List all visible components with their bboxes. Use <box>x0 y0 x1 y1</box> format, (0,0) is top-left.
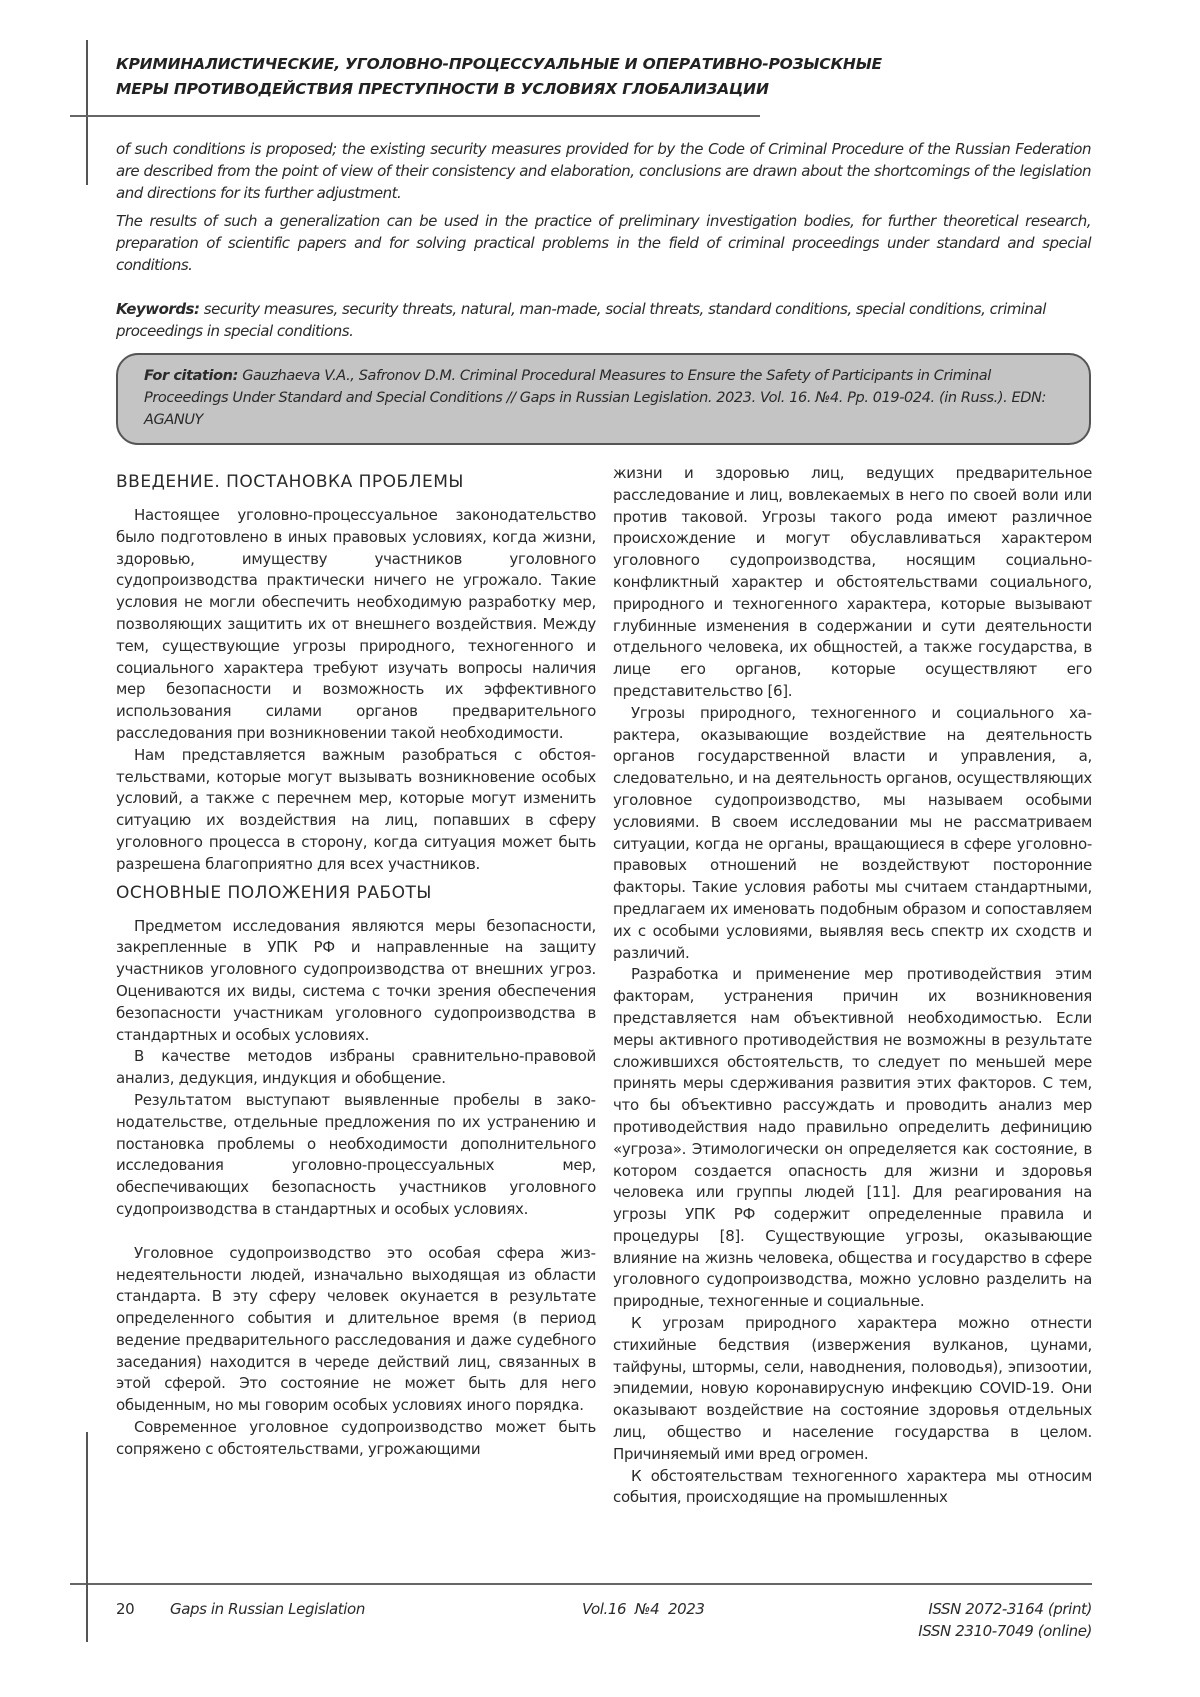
issn-print: ISSN 2072-3164 (print) <box>928 1600 1092 1618</box>
body-paragraph: Предметом исследования являются меры безопасности, закрепленные в УПК РФ и направленные на защиту участников уголовного судопроизводства от внешних угроз. Оцениваются их виды, система с точки зрения обеспечения безопасности участникам уголовного судопроизводства в стандартных и особых условиях. <box>116 916 596 1044</box>
citation-label: For citation: <box>144 368 239 384</box>
page-number: 20 <box>116 1600 135 1618</box>
header-rule <box>70 115 760 117</box>
keywords-label: Keywords: <box>116 300 200 318</box>
running-head-line-1: КРИМИНАЛИСТИЧЕСКИЕ, УГОЛОВНО-ПРОЦЕССУАЛЬНЫЕ И ОПЕРАТИВНО-РОЗЫСКНЫЕ <box>116 55 882 73</box>
abstract-paragraph: The results of such a generalization can be used in the practice of preliminary investigation bodies, for further theoretical research, preparation of scientific papers and for solving practical problems in the field of criminal proceedings under standard and special conditions. <box>116 212 1091 274</box>
footer-rule <box>70 1583 1092 1585</box>
citation-box <box>116 353 1091 445</box>
body-paragraph: Уголовное судопроизводство это особая сфера жизнедеятельности людей, изначально выходящая из области стандарта. В эту сферу человек окунается в результате определенного события и длительное время (в период ведение предварительного расследования и даже судебного заседания) находится в череде действий лиц, связанных в этой сферой. Это состояние не может быть для него обыденным, но мы говорим особых условиях иного порядка. <box>116 1243 596 1415</box>
left-column <box>116 465 596 1461</box>
keywords <box>116 298 1091 342</box>
body-paragraph: Современное уголовное судопроизводство может быть сопряжено с обстоятельствами, угрожающими <box>116 1418 596 1458</box>
abstract <box>116 138 1091 282</box>
running-head-line-2: МЕРЫ ПРОТИВОДЕЙСТВИЯ ПРЕСТУПНОСТИ В УСЛОВИЯХ ГЛОБАЛИЗАЦИИ <box>116 80 769 98</box>
paragraph-gap <box>116 1221 596 1243</box>
keywords-text: security measures, security threats, natural, man-made, social threats, standard conditions, special conditions, criminal proceedings in special conditions. <box>116 300 1046 340</box>
citation-text: Gauzhaeva V.A., Safronov D.M. Criminal Procedural Measures to Ensure the Safety of Participants in Criminal Proceedings Under Standard and Special Conditions // Gaps in Russian Legislation. 2023. Vol. 16. №4. Pp. 019-024. (in Russ.). EDN: AGANUY <box>144 368 1046 428</box>
body-paragraph: Угрозы природного, техногенного и социального характера, оказывающие воздействие на деятельность органов государственной власти и управления, а, следовательно, и на деятельность органов, осуществляющих уголовное судопроизводство, мы называем особыми условиями. В своем исследовании мы не рассматриваем ситуации, когда не органы, вращающиеся в сфере уголовно-правовых отношений не воздействуют посторонние факторы. Такие условия работы мы считаем стандартными, предлагаем их именовать подобным образом и сопоставляем их с особыми условиями, выявляя весь спектр их сходств и различий. <box>613 703 1092 962</box>
issn-block <box>918 1598 1092 1642</box>
body-paragraph: В качестве методов избраны сравнительно-правовой анализ, дедукция, индукция и обобщение. <box>116 1047 596 1088</box>
running-head <box>116 52 1016 102</box>
section-heading-main-provisions: ОСНОВНЫЕ ПОЛОЖЕНИЯ РАБОТЫ <box>116 882 432 903</box>
body-paragraph: Разработка и применение мер противодействия этим факторам, устранения причин их возникновения представляется нам объективной необходимостью. Если меры активного противодействия не возможны в результате сложившихся обстоятельств, то следует по меньшей мере принять меры сдерживания развития этих факторов. С тем, что бы объективно рассуждать и проводить анализ мер противодействия надо правильно определить дефиницию «угроза». Этимологически он определяется как состояние, в котором создается опасность для жизни и здоровья человека или группы людей [11]. Для реагирования на угрозы УПК РФ содержит определенные правила и процедуры [8]. Существующие угрозы, оказывающие влияние на жизнь человека, общества и государство в сфере уголовного судопроизводства, можно условно разделить на природные, техногенные и социальные. <box>613 965 1092 1311</box>
margin-rule-top <box>86 40 88 185</box>
right-column <box>613 463 1092 1509</box>
journal-name: Gaps in Russian Legislation <box>170 1600 365 1618</box>
issue-info: Vol.16 №4 2023 <box>582 1600 705 1618</box>
abstract-paragraph: of such conditions is proposed; the existing security measures provided for by the Code of Criminal Procedure of the Russian Federation are described from the point of view of their consistency and elaboration, conclusions are drawn about the shortcomings of the legislation and directions for its further adjustment. <box>116 140 1091 202</box>
body-paragraph: Нам представляется важным разобраться с обстоятельствами, которые могут вызывать возникновение особых условий, а также с перечнем мер, которые могут изменить ситуацию их воздействия на лиц, попавших в сферу уголовного процесса в сторону, когда ситуация может быть разрешена благоприятно для всех участников. <box>116 745 596 873</box>
body-paragraph: К угрозам природного характера можно отнести стихийные бедствия (извержения вулканов, цунами, тайфуны, штормы, сели, наводнения, половодья), эпизоотии, эпидемии, новую коронавирусную инфекцию COVID-19. Они оказывают воздействие на состояние здоровья отдельных лиц, общество и население государства в целом. Причиняемый ими вред огромен. <box>613 1314 1092 1463</box>
body-paragraph: К обстоятельствам техногенного характера мы относим события, происходящие на промышленных <box>613 1466 1092 1507</box>
section-heading-introduction: ВВЕДЕНИЕ. ПОСТАНОВКА ПРОБЛЕМЫ <box>116 472 464 492</box>
margin-rule-bottom <box>86 1432 88 1642</box>
body-paragraph: Настоящее уголовно-процессуальное законодательство было подготовлено в иных правовых условиях, когда жизни, здоровью, имуществу участников уголовного судопроизводства практически ничего не угрожало. Такие условия не могли обеспечить необходимую разработку мер, позволяющих защитить их от внешнего воздействия. Между тем, существующие угрозы природного, техногенного и социального характера требуют изучать вопросы наличия мер безопасности и возможность их эффективного использования силами органов предварительного расследования при возникновении такой необходимости. <box>116 506 596 742</box>
body-paragraph: Результатом выступают выявленные пробелы в законодательстве, отдельные предложения по их устранению и постановка проблемы о необходимости дополнительного исследования уголовно-процессуальных мер, обеспечивающих безопасность участников уголовного судопроизводства в стандартных и особых условиях. <box>116 1090 596 1218</box>
issn-online: ISSN 2310-7049 (online) <box>918 1622 1092 1640</box>
body-paragraph-continuation: жизни и здоровью лиц, ведущих предварительное расследование и лиц, вовлекаемых в него по своей воли или против таковой. Угрозы такого рода имеют различное происхождение и могут обуславливаться характером уголовного судопроизводства, носящим социально-конфликтный характер и обстоятельствами социального, природного и техногенного характера, которые вызывают глубинные изменения в содержании и сути деятельности отдельного человека, их общностей, а также государства, в лице его органов, которые осуществляют его представительство [6]. <box>613 464 1092 700</box>
